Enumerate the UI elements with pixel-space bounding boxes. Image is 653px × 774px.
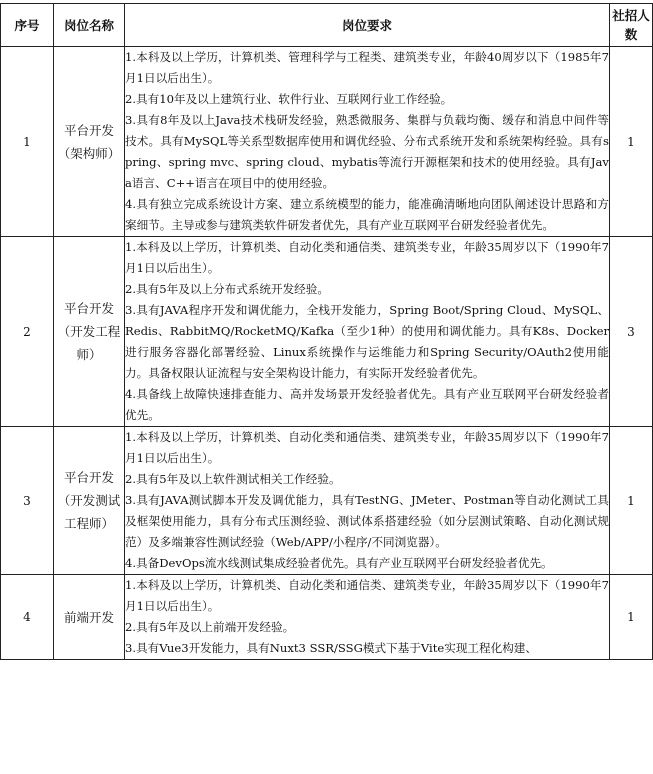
row-position: 平台开发（架构师） <box>54 47 125 237</box>
requirement-item: 2.具有10年及以上建筑行业、软件行业、互联网行业工作经验。 <box>125 92 453 106</box>
row-position: 前端开发 <box>54 575 125 660</box>
row-position: 平台开发（开发工程师） <box>54 237 125 427</box>
requirement-item: 2.具有5年及以上分布式系统开发经验。 <box>125 282 329 296</box>
table-row <box>1 47 653 237</box>
table-row <box>1 237 653 427</box>
row-requirements <box>125 427 610 575</box>
requirement-item: 2.具有5年及以上前端开发经验。 <box>125 620 295 634</box>
requirement-item: 1.本科及以上学历，计算机类、自动化类和通信类、建筑类专业，年龄35周岁以下（1990年7月1日以后出生）。 <box>125 578 609 613</box>
row-index: 1 <box>1 47 54 237</box>
row-index: 3 <box>1 427 54 575</box>
job-requirements-table <box>0 3 653 660</box>
requirement-item: 1.本科及以上学历，计算机类、自动化类和通信类、建筑类专业，年龄35周岁以下（1990年7月1日以后出生）。 <box>125 240 609 275</box>
requirement-item: 2.具有5年及以上软件测试相关工作经验。 <box>125 472 341 486</box>
requirement-item: 4.具备DevOps流水线测试集成经验者优先。具有产业互联网平台研发经验者优先。 <box>125 556 553 570</box>
row-headcount: 1 <box>610 575 653 660</box>
header-headcount: 社招人数 <box>610 4 653 47</box>
row-headcount: 1 <box>610 427 653 575</box>
row-requirements <box>125 237 610 427</box>
header-requirements: 岗位要求 <box>125 4 610 47</box>
table-header-row <box>1 4 653 47</box>
requirement-item: 3.具有JAVA程序开发和调优能力，全栈开发能力，Spring Boot/Spring Cloud、MySQL、Redis、RabbitMQ/RocketMQ/Kafka（至少1种）的使用和调优能力。具有K8s、Docker进行服务容器化部署经验、Linux系统操作与运维能力和Spring Security/OAuth2使用能力。具备权限认证流程与安全架构设计能力，有实际开发经验者优先。 <box>125 303 609 380</box>
row-requirements <box>125 575 610 660</box>
row-position: 平台开发（开发测试工程师） <box>54 427 125 575</box>
row-index: 2 <box>1 237 54 427</box>
header-position: 岗位名称 <box>54 4 125 47</box>
requirement-item: 1.本科及以上学历，计算机类、管理科学与工程类、建筑类专业，年龄40周岁以下（1985年7月1日以后出生）。 <box>125 50 609 85</box>
header-index: 序号 <box>1 4 54 47</box>
requirement-item: 4.具有独立完成系统设计方案、建立系统模型的能力，能准确清晰地向团队阐述设计思路和方案细节。主导或参与建筑类软件研发者优先，具有产业互联网平台研发经验者优先。 <box>125 197 609 232</box>
requirement-item: 3.具有Vue3开发能力，具有Nuxt3 SSR/SSG模式下基于Vite实现工程化构建、 <box>125 641 537 655</box>
requirement-item: 1.本科及以上学历，计算机类、自动化类和通信类、建筑类专业，年龄35周岁以下（1990年7月1日以后出生）。 <box>125 430 609 465</box>
requirement-item: 3.具有8年及以上Java技术栈研发经验，熟悉微服务、集群与负载均衡、缓存和消息中间件等技术。具有MySQL等关系型数据库使用和调优经验、分布式系统开发和系统架构经验。具有spring、spring mvc、spring cloud、mybatis等流行开源框架和技术的使用经验。具有Java语言、C++语言在项目中的使用经验。 <box>125 113 609 190</box>
requirement-item: 3.具有JAVA测试脚本开发及调优能力，具有TestNG、JMeter、Postman等自动化测试工具及框架使用能力，具有分布式压测经验、测试体系搭建经验（如分层测试策略、自动化测试规范）及多端兼容性测试经验（Web/APP/小程序/不同浏览器）。 <box>125 493 609 549</box>
table-row <box>1 575 653 660</box>
requirement-item: 4.具备线上故障快速排查能力、高并发场景开发经验者优先。具有产业互联网平台研发经验者优先。 <box>125 387 609 422</box>
table-row <box>1 427 653 575</box>
row-index: 4 <box>1 575 54 660</box>
row-requirements <box>125 47 610 237</box>
row-headcount: 1 <box>610 47 653 237</box>
row-headcount: 3 <box>610 237 653 427</box>
